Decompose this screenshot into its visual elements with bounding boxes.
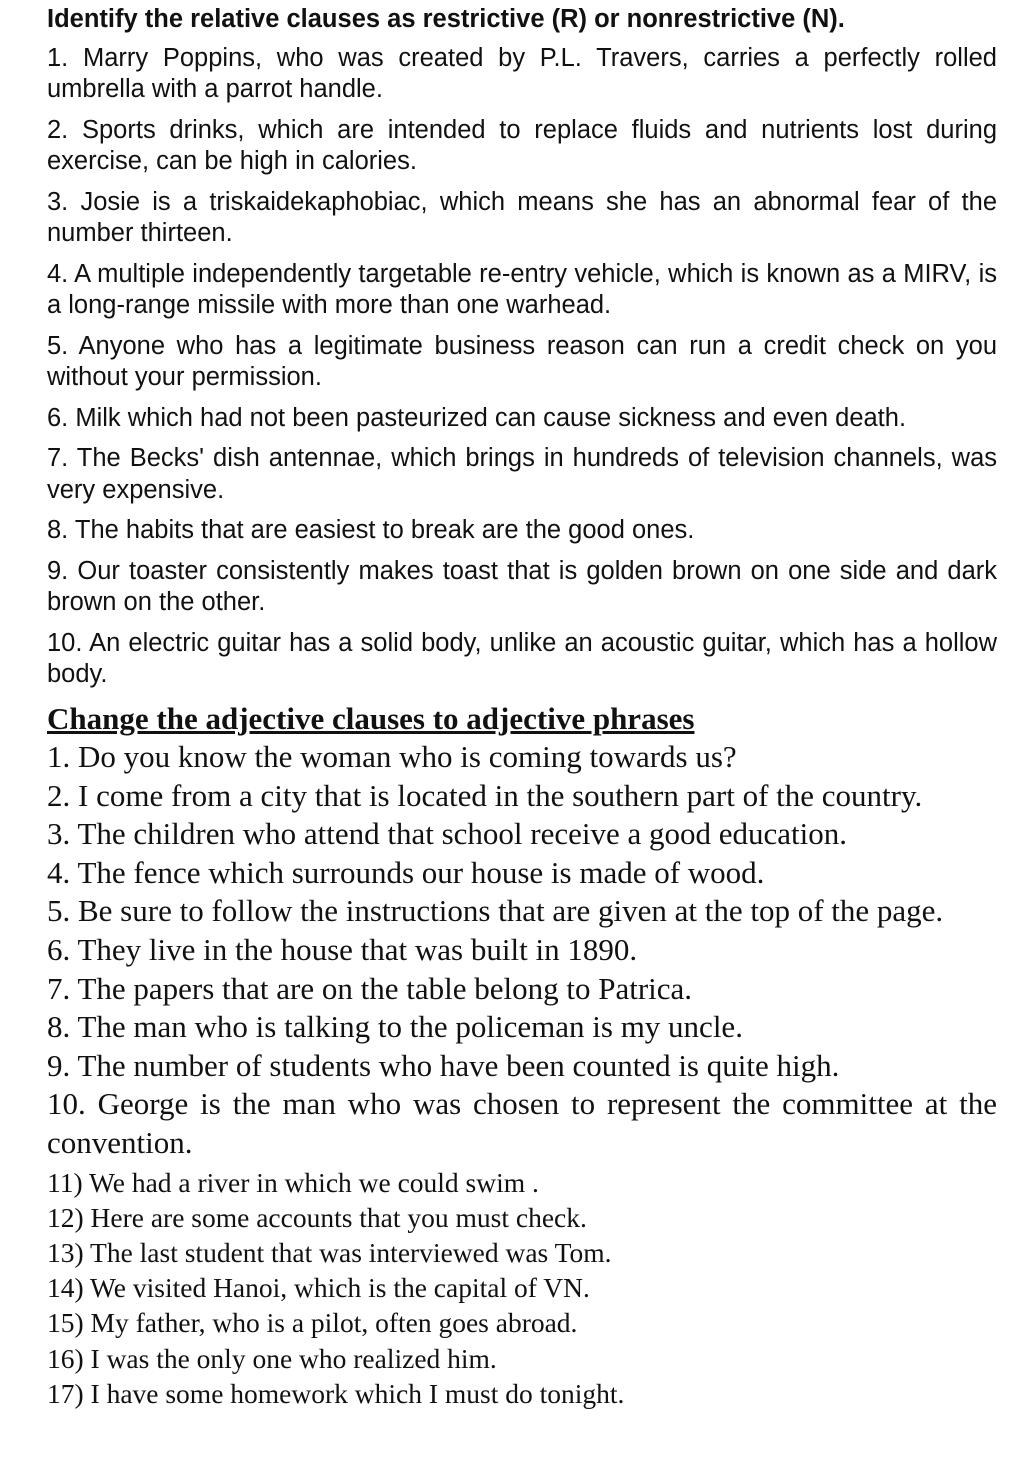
list-item: 1. Marry Poppins, who was created by P.L. Travers, carries a perfectly rolled umbrella with a parrot handle. (47, 43, 997, 103)
worksheet-page (47, 0, 997, 1411)
list-item: 11) We had a river in which we could swim . (47, 1166, 539, 1198)
list-item: 13) The last student that was interviewed was Tom. (47, 1237, 612, 1269)
list-item: 4. A multiple independently targetable re-entry vehicle, which is known as a MIRV, is a long-range missile with more than one warhead. (47, 259, 997, 319)
list-item: 6. They live in the house that was built in 1890. (47, 932, 638, 968)
list-item: 9. The number of students who have been counted is quite high. (47, 1047, 840, 1083)
list-item: 7. The Becks' dish antennae, which brings in hundreds of television channels, was very expensive. (47, 444, 997, 504)
list-item: 15) My father, who is a pilot, often goes abroad. (47, 1307, 578, 1339)
section-additional-sentences (47, 1165, 997, 1411)
list-item: 12) Here are some accounts that you must check. (47, 1201, 587, 1233)
list-item: 17) I have some homework which I must do tonight. (47, 1377, 625, 1409)
list-item: 3. Josie is a triskaidekaphobiac, which means she has an abnormal fear of the number thirteen. (47, 187, 997, 247)
section-adjective-phrases (47, 700, 997, 1163)
list-item: 5. Anyone who has a legitimate business reason can run a credit check on you without your permission. (47, 331, 997, 391)
list-item: 8. The man who is talking to the policeman is my uncle. (47, 1009, 743, 1045)
list-item: 7. The papers that are on the table belong to Patrica. (47, 970, 693, 1006)
list-item: 1. Do you know the woman who is coming towards us? (47, 739, 737, 775)
list-item: 3. The children who attend that school receive a good education. (47, 816, 847, 852)
list-item: 2. Sports drinks, which are intended to replace fluids and nutrients lost during exercise, can be high in calories. (47, 115, 997, 175)
list-item: 6. Milk which had not been pasteurized can cause sickness and even death. (47, 403, 907, 432)
list-item: 4. The fence which surrounds our house is made of wood. (47, 854, 765, 890)
list-item: 2. I come from a city that is located in the southern part of the country. (47, 777, 923, 813)
list-item: 5. Be sure to follow the instructions that are given at the top of the page. (47, 893, 944, 929)
list-item: 10. An electric guitar has a solid body, unlike an acoustic guitar, which has a hollow body. (47, 628, 997, 688)
section-title: Identify the relative clauses as restrictive (R) or nonrestrictive (N). (47, 5, 845, 33)
section-identify-clauses (47, 4, 997, 691)
list-item: 9. Our toaster consistently makes toast that is golden brown on one side and dark brown on the other. (47, 556, 997, 616)
section-title: Change the adjective clauses to adjective phrases (47, 700, 695, 736)
list-item: 16) I was the only one who realized him. (47, 1342, 497, 1374)
list-item: 10. George is the man who was chosen to represent the committee at the convention. (47, 1086, 997, 1161)
list-item: 14) We visited Hanoi, which is the capital of VN. (47, 1272, 590, 1304)
list-item: 8. The habits that are easiest to break are the good ones. (47, 516, 695, 544)
